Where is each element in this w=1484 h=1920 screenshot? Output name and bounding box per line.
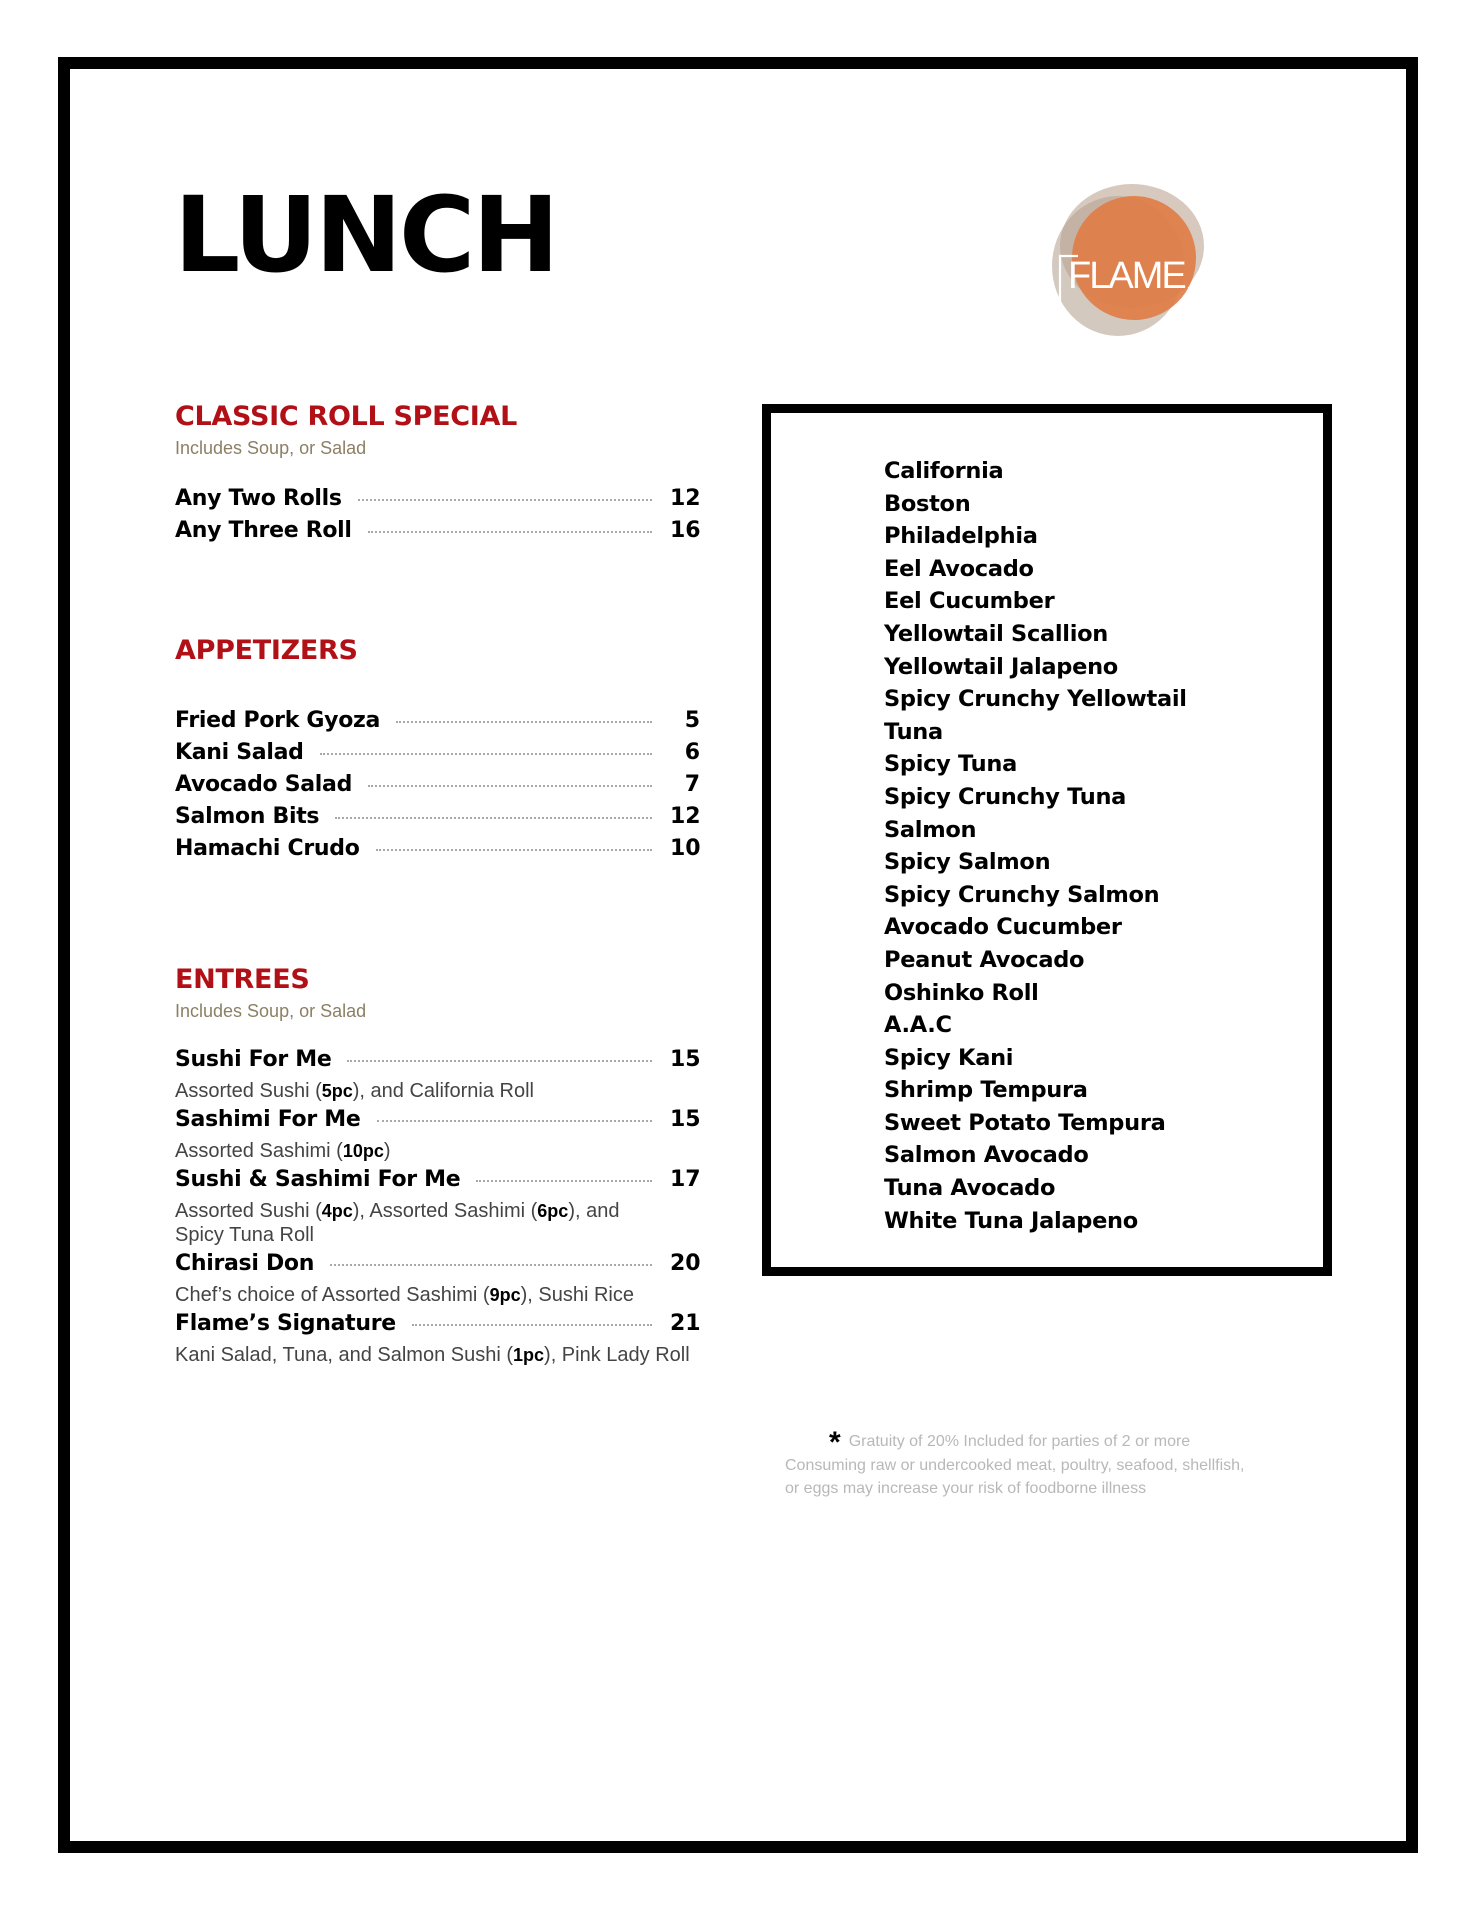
item-price: 7 (684, 772, 700, 797)
leader-dots (368, 785, 652, 787)
roll-item: Yellowtail Scallion (884, 620, 1108, 647)
asterisk-icon: * (829, 1426, 841, 1459)
item-price: 6 (684, 740, 700, 765)
menu-item (175, 772, 700, 804)
roll-item: Yellowtail Jalapeno (884, 653, 1118, 680)
section-title: CLASSIC ROLL SPECIAL (175, 401, 518, 432)
roll-item: Sweet Potato Tempura (884, 1109, 1166, 1136)
item-name: Avocado Salad (175, 772, 353, 797)
leader-dots (368, 531, 652, 533)
item-description: Assorted Sashimi (10pc) (175, 1140, 391, 1162)
leader-dots (476, 1180, 652, 1182)
leader-dots (335, 817, 652, 819)
gratuity-note (785, 1426, 1345, 1459)
roll-item: Peanut Avocado (884, 946, 1085, 973)
menu-item (175, 1167, 700, 1199)
roll-item: Philadelphia (884, 523, 1038, 550)
roll-item: White Tuna Jalapeno (884, 1207, 1138, 1234)
roll-item: Shrimp Tempura (884, 1077, 1088, 1104)
leader-dots (412, 1324, 652, 1326)
roll-item: Boston (884, 490, 971, 517)
roll-item: Salmon Avocado (884, 1142, 1089, 1169)
roll-item: Avocado Cucumber (884, 914, 1122, 941)
roll-item: Eel Cucumber (884, 588, 1055, 615)
section-title: ENTREES (175, 964, 310, 995)
item-price: 10 (670, 836, 701, 861)
item-price: 15 (670, 1107, 701, 1132)
item-price: 15 (670, 1047, 701, 1072)
roll-list-box (762, 404, 1332, 1276)
menu-item (175, 1311, 700, 1343)
item-name: Sushi & Sashimi For Me (175, 1167, 461, 1192)
section-title: APPETIZERS (175, 635, 358, 666)
health-warning-line-1: Consuming raw or undercooked meat, poultry, seafood, shellfish, (785, 1457, 1245, 1474)
item-name: Chirasi Don (175, 1251, 315, 1276)
leader-dots (320, 753, 652, 755)
roll-item: Spicy Crunchy Yellowtail (884, 686, 1187, 713)
roll-item: Tuna Avocado (884, 1175, 1056, 1202)
item-price: 20 (670, 1251, 701, 1276)
menu-item (175, 708, 700, 740)
health-warning-line-2: or eggs may increase your risk of foodborne illness (785, 1480, 1147, 1497)
roll-item: Tuna (884, 718, 943, 745)
item-name: Salmon Bits (175, 804, 320, 829)
flame-logo-icon (1038, 168, 1218, 348)
item-price: 12 (670, 486, 701, 511)
item-name: Flame’s Signature (175, 1311, 396, 1336)
item-description: Assorted Sushi (4pc), Assorted Sashimi (6pc), and Spicy Tuna Roll (175, 1200, 620, 1246)
item-name: Fried Pork Gyoza (175, 708, 381, 733)
page-title: LUNCH (174, 174, 557, 296)
roll-item: Spicy Tuna (884, 751, 1017, 778)
leader-dots (330, 1264, 652, 1266)
roll-item: Oshinko Roll (884, 979, 1039, 1006)
item-description: Assorted Sushi (5pc), and California Roll (175, 1080, 534, 1102)
roll-item: Spicy Salmon (884, 849, 1051, 876)
item-name: Sashimi For Me (175, 1107, 361, 1132)
leader-dots (376, 849, 652, 851)
footnotes (785, 1426, 1345, 1500)
section-subtitle: Includes Soup, or Salad (175, 1001, 367, 1021)
item-name: Any Three Roll (175, 518, 352, 543)
roll-list (884, 455, 1187, 1237)
menu-item (175, 1107, 700, 1139)
roll-item: Salmon (884, 816, 977, 843)
menu-item (175, 804, 700, 836)
item-price: 16 (670, 518, 701, 543)
leader-dots (347, 1060, 652, 1062)
item-price: 12 (670, 804, 701, 829)
roll-item: Spicy Kani (884, 1044, 1014, 1071)
item-description: Kani Salad, Tuna, and Salmon Sushi (1pc), Pink Lady Roll (175, 1344, 690, 1366)
entrees-section (175, 963, 700, 1371)
leader-dots (377, 1120, 653, 1122)
menu-item (175, 836, 700, 868)
roll-item: Spicy Crunchy Tuna (884, 783, 1127, 810)
item-description: Chef’s choice of Assorted Sashimi (9pc), Sushi Rice (175, 1284, 634, 1306)
roll-item: A.A.C (884, 1012, 952, 1039)
item-name: Any Two Rolls (175, 486, 342, 511)
roll-item: Spicy Crunchy Salmon (884, 881, 1160, 908)
item-price: 5 (684, 708, 700, 733)
classic-roll-section (175, 400, 700, 550)
item-name: Kani Salad (175, 740, 304, 765)
roll-item: California (884, 458, 1004, 484)
appetizers-section (175, 634, 700, 868)
item-name: Sushi For Me (175, 1047, 332, 1072)
item-price: 17 (670, 1167, 701, 1192)
menu-item (175, 486, 700, 518)
section-subtitle: Includes Soup, or Salad (175, 438, 367, 458)
gratuity-text: Gratuity of 20% Included for parties of 2 or more (848, 1433, 1191, 1450)
logo-text: FLAME (1068, 255, 1185, 297)
menu-item (175, 1251, 700, 1283)
flame-logo (1038, 168, 1218, 348)
item-price: 21 (670, 1311, 701, 1336)
roll-item: Eel Avocado (884, 555, 1034, 582)
leader-dots (396, 721, 652, 723)
menu-item (175, 1047, 700, 1079)
menu-item (175, 740, 700, 772)
leader-dots (358, 499, 652, 501)
item-name: Hamachi Crudo (175, 836, 360, 861)
menu-item (175, 518, 700, 550)
